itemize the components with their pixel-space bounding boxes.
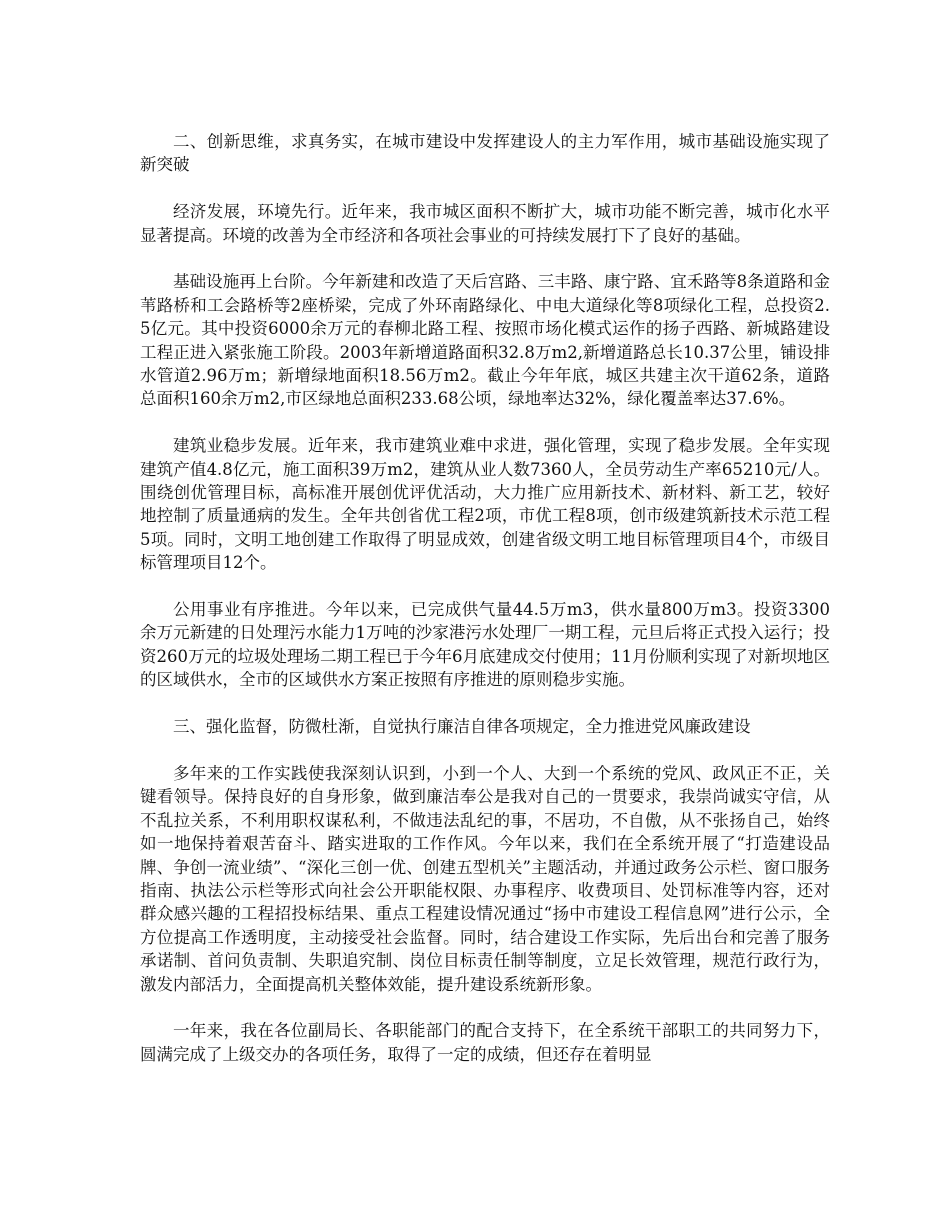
paragraph-environment: 经济发展，环境先行。近年来，我市城区面积不断扩大，城市功能不断完善，城市化水平显著提高。环境的改善为全市经济和各项社会事业的可持续发展打下了良好的基础。 <box>140 202 830 245</box>
document-body <box>140 130 830 1090</box>
section-heading-3: 三、强化监督，防微杜渐，自觉执行廉洁自律各项规定，全力推进党风廉政建设 <box>173 717 751 737</box>
paragraph-public-utilities: 公用事业有序推进。今年以来，已完成供气量44.5万m3，供水量800万m3。投资3300余万元新建的日处理污水能力1万吨的沙家港污水处理厂一期工程，元旦后将正式投入运行；投资260万元的垃圾处理场二期工程已于今年6月底建成交付使用；11月份顺利实现了对新坝地区的区域供水，全市的区域供水方案正按照有序推进的原则稳步实施。 <box>140 600 830 690</box>
paragraph-summary: 一年来，我在各位副局长、各职能部门的配合支持下，在全系统干部职工的共同努力下，圆满完成了上级交办的各项任务，取得了一定的成绩，但还存在着明显 <box>140 1021 830 1064</box>
section-heading-2: 二、创新思维，求真务实，在城市建设中发挥建设人的主力军作用，城市基础设施实现了新突破 <box>140 132 830 175</box>
paragraph-construction-industry: 建筑业稳步发展。近年来，我市建筑业难中求进，强化管理，实现了稳步发展。全年实现建筑产值4.8亿元，施工面积39万m2，建筑从业人数7360人，全员劳动生产率65210元/人。围绕创优管理目标，高标准开展创优评优活动，大力推广应用新技术、新材料、新工艺，较好地控制了质量通病的发生。全年共创省优工程2项，市优工程8项，创市级建筑新技术示范工程5项。同时，文明工地创建工作取得了明显成效，创建省级文明工地目标管理项目4个，市级目标管理项目12个。 <box>140 436 830 573</box>
paragraph-infrastructure: 基础设施再上台阶。今年新建和改造了天后宫路、三丰路、康宁路、宜禾路等8条道路和金苇路桥和工会路桥等2座桥梁，完成了外环南路绿化、中电大道绿化等8项绿化工程，总投资2.5亿元。其中投资6000余万元的春柳北路工程、按照市场化模式运作的扬子西路、新城路建设工程正进入紧张施工阶段。2003年新增道路面积32.8万m2,新增道路总长10.37公里，铺设排水管道2.96万m；新增绿地面积18.56万m2。截止今年年底，城区共建主次干道62条，道路总面积160余万m2,市区绿地总面积233.68公顷，绿地率达32%，绿化覆盖率达37.6%。 <box>140 272 830 409</box>
paragraph-integrity: 多年来的工作实践使我深刻认识到，小到一个人、大到一个系统的党风、政风正不正，关键看领导。保持良好的自身形象，做到廉洁奉公是我对自己的一贯要求，我崇尚诚实守信，从不乱拉关系，不利用职权谋私利，不做违法乱纪的事，不居功，不自傲，从不张扬自己，始终如一地保持着艰苦奋斗、踏实进取的工作作风。今年以来，我们在全系统开展了“打造建设品牌、争创一流业绩”、“深化三创一优、创建五型机关”主题活动，并通过政务公示栏、窗口服务指南、执法公示栏等形式向社会公开职能权限、办事程序、收费项目、处罚标准等内容，还对群众感兴趣的工程招投标结果、重点工程建设情况通过“扬中市建设工程信息网”进行公示，全方位提高工作透明度，主动接受社会监督。同时，结合建设工作实际，先后出台和完善了服务承诺制、首问负责制、失职追究制、岗位目标责任制等制度，立足长效管理，规范行政行为，激发内部活力，全面提高机关整体效能，提升建设系统新形象。 <box>140 763 830 994</box>
